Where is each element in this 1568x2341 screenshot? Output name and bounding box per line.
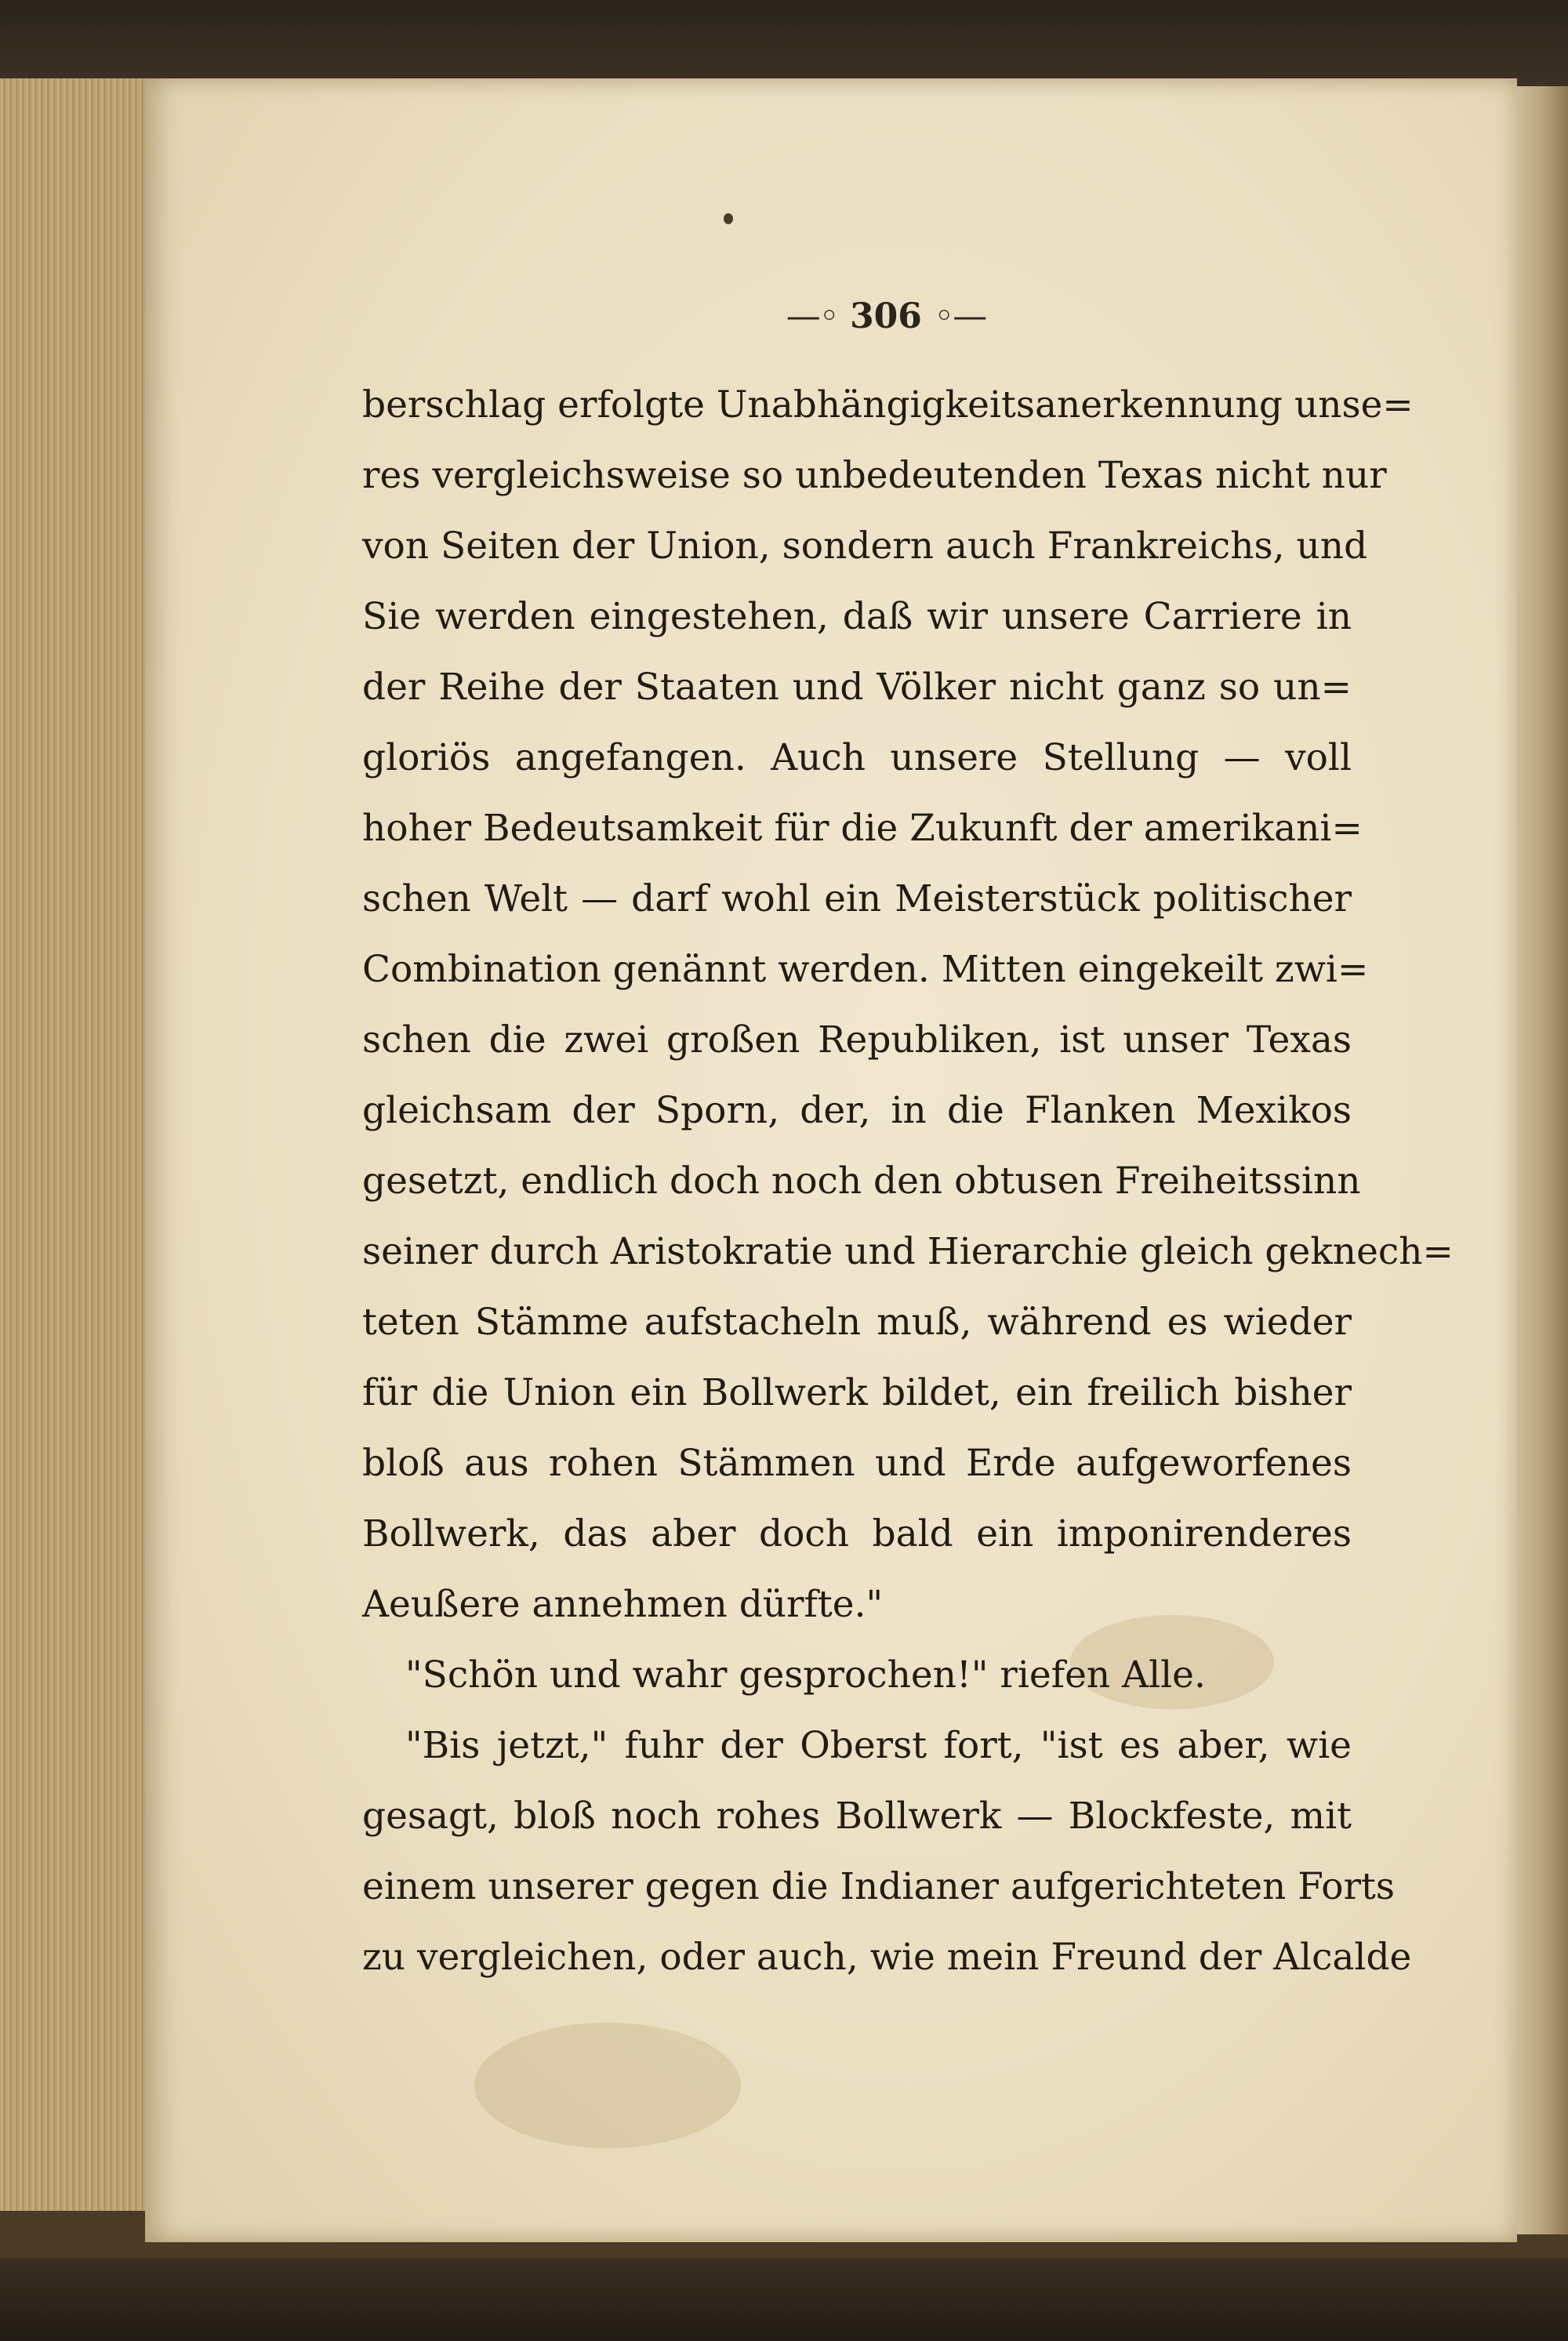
- page-number: 306: [850, 296, 922, 336]
- ink-dot: [724, 213, 733, 224]
- text-line: gesetzt, endlich doch noch den obtusen Freiheitssinn: [362, 1160, 1361, 1203]
- text-line: gesagt, bloß noch rohes Bollwerk — Blockfeste, mit: [362, 1795, 1352, 1838]
- text-line: für die Union ein Bollwerk bildet, ein freilich bisher: [362, 1371, 1352, 1414]
- text-line: zu vergleichen, oder auch, wie mein Freund der Alcalde: [362, 1936, 1412, 1979]
- text-line: schen Welt — darf wohl ein Meisterstück politischer: [362, 877, 1352, 920]
- text-line: einem unserer gegen die Indianer aufgerichteten Forts: [362, 1865, 1396, 1908]
- text-line: schen die zwei großen Republiken, ist unser Texas: [362, 1018, 1352, 1062]
- text-line: Aeußere annehmen dürfte.": [362, 1583, 884, 1626]
- text-line: "Schön und wahr gesprochen!" riefen Alle.: [405, 1653, 1206, 1697]
- page-header: [737, 296, 1035, 336]
- text-line: berschlag erfolgte Unabhängigkeitsanerkennung unse=: [362, 383, 1414, 426]
- page-edge-stack: [0, 78, 151, 2211]
- header-ornament-right: ◦—: [934, 296, 986, 336]
- scan-bottom-band: [0, 2258, 1568, 2341]
- text-line: Combination genännt werden. Mitten eingekeilt zwi=: [362, 948, 1369, 991]
- paper-stain: [474, 2023, 741, 2148]
- page-body-text: [362, 370, 1454, 1993]
- scan-top-band: [0, 0, 1568, 86]
- text-line: gleichsam der Sporn, der, in die Flanken Mexikos: [362, 1089, 1352, 1132]
- header-ornament-left: —◦: [786, 296, 838, 336]
- text-line: Bollwerk, das aber doch bald ein imponirenderes: [362, 1512, 1352, 1555]
- text-line: Sie werden eingestehen, daß wir unsere Carriere in: [362, 595, 1352, 638]
- text-line: "Bis jetzt," fuhr der Oberst fort, "ist es aber, wie: [405, 1724, 1352, 1767]
- text-line: res vergleichsweise so unbedeutenden Texas nicht nur: [362, 454, 1387, 497]
- text-line: bloß aus rohen Stämmen und Erde aufgeworfenes: [362, 1442, 1352, 1485]
- text-line: seiner durch Aristokratie und Hierarchie gleich geknech=: [362, 1230, 1454, 1273]
- text-line: gloriös angefangen. Auch unsere Stellung — voll: [362, 736, 1352, 779]
- text-line: hoher Bedeutsamkeit für die Zukunft der amerikani=: [362, 807, 1363, 850]
- text-line: teten Stämme aufstacheln muß, während es wieder: [362, 1301, 1352, 1344]
- text-line: von Seiten der Union, sondern auch Frankreichs, und: [362, 524, 1368, 568]
- text-line: der Reihe der Staaten und Völker nicht ganz so un=: [362, 666, 1352, 709]
